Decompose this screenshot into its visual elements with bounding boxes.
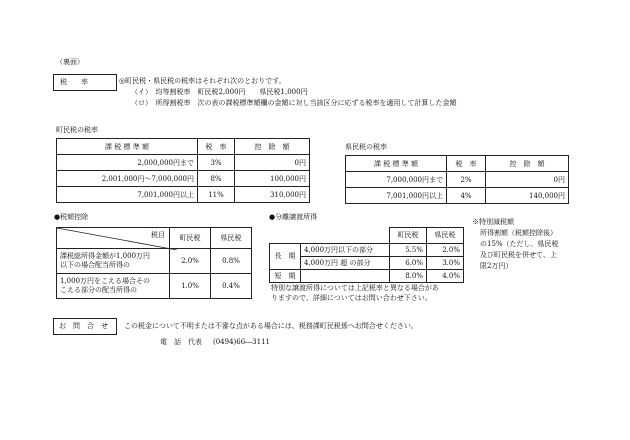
table-cell: 11%	[198, 187, 235, 203]
diag-top-label: 税目	[151, 231, 165, 239]
tax-rate-label: 税 率	[60, 78, 88, 86]
header-cell: 町民税	[390, 228, 427, 244]
header-cell: 課 税 標 準 額	[346, 156, 447, 172]
table-row	[346, 188, 569, 204]
table-row	[270, 269, 464, 282]
table-cell: 8%	[198, 171, 235, 187]
table-row	[57, 274, 252, 299]
table-row	[57, 249, 252, 274]
table-cell: 4%	[447, 188, 486, 204]
special-line2: の15%（ただし、県民税	[480, 240, 559, 248]
table-cell: 2.0%	[427, 243, 464, 256]
table-cell: 1.0%	[170, 274, 211, 299]
special-line3: 及び町民税を併せて、上	[480, 251, 557, 259]
table-cell: 0.4%	[211, 274, 252, 299]
town-table-title: 町民税の税率	[56, 126, 98, 134]
separate-table	[269, 227, 464, 283]
pref-tax-table	[345, 155, 569, 204]
tax-rate-line2: （イ） 均等割税率 町民税2,000円 県民税1,000円	[131, 88, 308, 96]
diagonal-header-cell	[57, 228, 170, 249]
table-cell: 310,000円	[235, 187, 310, 203]
table-cell: 4.0%	[427, 269, 464, 282]
credit-table	[56, 227, 252, 299]
table-cell: 5.5%	[390, 243, 427, 256]
table-cell: 0円	[486, 172, 569, 188]
table-cell: 100,000円	[235, 171, 310, 187]
row-label: 1,000万円をこえる場合その	[60, 277, 151, 285]
table-cell: 7,000,000円まで	[346, 172, 447, 188]
table-cell: 2.0%	[170, 249, 211, 274]
separate-title: ●分離譲渡所得	[269, 213, 318, 221]
table-cell: 0.8%	[211, 249, 252, 274]
table-cell: 3.0%	[427, 256, 464, 269]
tax-rate-label-box	[53, 74, 117, 91]
long-term-cell: 長 期	[270, 243, 301, 269]
table-header-row	[57, 228, 252, 249]
table-cell: 4,000万円以下の部分	[301, 243, 390, 256]
table-cell: 4,000万円 超 の部分	[301, 256, 390, 269]
special-line1: 所得割額（税額控除後）	[480, 229, 557, 237]
short-term-cell: 短 期	[270, 269, 301, 282]
table-cell: 140,000円	[486, 188, 569, 204]
table-cell: 8.0%	[390, 269, 427, 282]
special-title: ※特別減税額	[472, 218, 514, 226]
table-cell: 2%	[447, 172, 486, 188]
separate-note-line1: 特別な譲渡所得については上記税率と異なる場合があ	[271, 284, 439, 292]
special-line4: 限2万円）	[480, 262, 513, 270]
page-side-label: （裏面）	[56, 58, 84, 66]
row-label: 以下の場合配当所得の	[60, 261, 130, 269]
blank-cell	[270, 228, 390, 244]
phone-label: 電 話 代表	[160, 338, 202, 346]
table-row	[346, 172, 569, 188]
credit-title: ●税額控除	[54, 213, 89, 221]
tax-rate-line1: ◎町民税・県民税の税率はそれぞれ次のとおりです。	[119, 77, 286, 85]
table-cell: 3%	[198, 155, 235, 171]
table-cell: 7,001,000円以上	[57, 187, 198, 203]
header-cell: 課 税 標 準 額	[57, 139, 198, 155]
header-cell: 町民税	[170, 228, 211, 249]
table-cell	[301, 269, 390, 282]
separate-note-line2: りますので、詳細についてはお問い合わせ下さい。	[271, 294, 432, 302]
table-cell: 7,001,000円以上	[346, 188, 447, 204]
table-cell	[57, 249, 170, 274]
table-header-row	[270, 228, 464, 244]
phone-number: (0494)66―3111	[213, 338, 270, 346]
tax-rate-line3: （ロ） 所得割税率 次の表の課税標準額欄の金額に対し当該区分に応ずる税率を適用して計算した金額	[131, 99, 457, 107]
header-cell: 税 率	[198, 139, 235, 155]
contact-label: お 問 合 せ	[59, 322, 108, 330]
header-cell: 控 除 額	[486, 156, 569, 172]
pref-table-title: 県民税の税率	[345, 143, 387, 151]
header-cell: 県民税	[211, 228, 252, 249]
table-header-row	[346, 156, 569, 172]
table-row	[270, 243, 464, 256]
table-cell: 0円	[235, 155, 310, 171]
table-cell: 6.0%	[390, 256, 427, 269]
table-row	[57, 187, 310, 203]
contact-label-box	[53, 318, 117, 335]
table-cell: 2,000,000円まで	[57, 155, 198, 171]
header-cell: 県民税	[427, 228, 464, 244]
header-cell: 控 除 額	[235, 139, 310, 155]
table-cell	[57, 274, 170, 299]
table-row	[57, 171, 310, 187]
table-row	[57, 155, 310, 171]
header-cell: 税 率	[447, 156, 486, 172]
town-tax-table	[56, 138, 310, 203]
table-header-row	[57, 139, 310, 155]
contact-text: この税金について不明または不審な点がある場合には、税務課町民税係へお問合せください。	[124, 322, 418, 330]
table-cell: 2,001,000円～7,000,000円	[57, 171, 198, 187]
row-label: 課税総所得金額が1,000万円	[60, 252, 151, 260]
row-label: こえる部分の配当所得の	[60, 286, 137, 294]
